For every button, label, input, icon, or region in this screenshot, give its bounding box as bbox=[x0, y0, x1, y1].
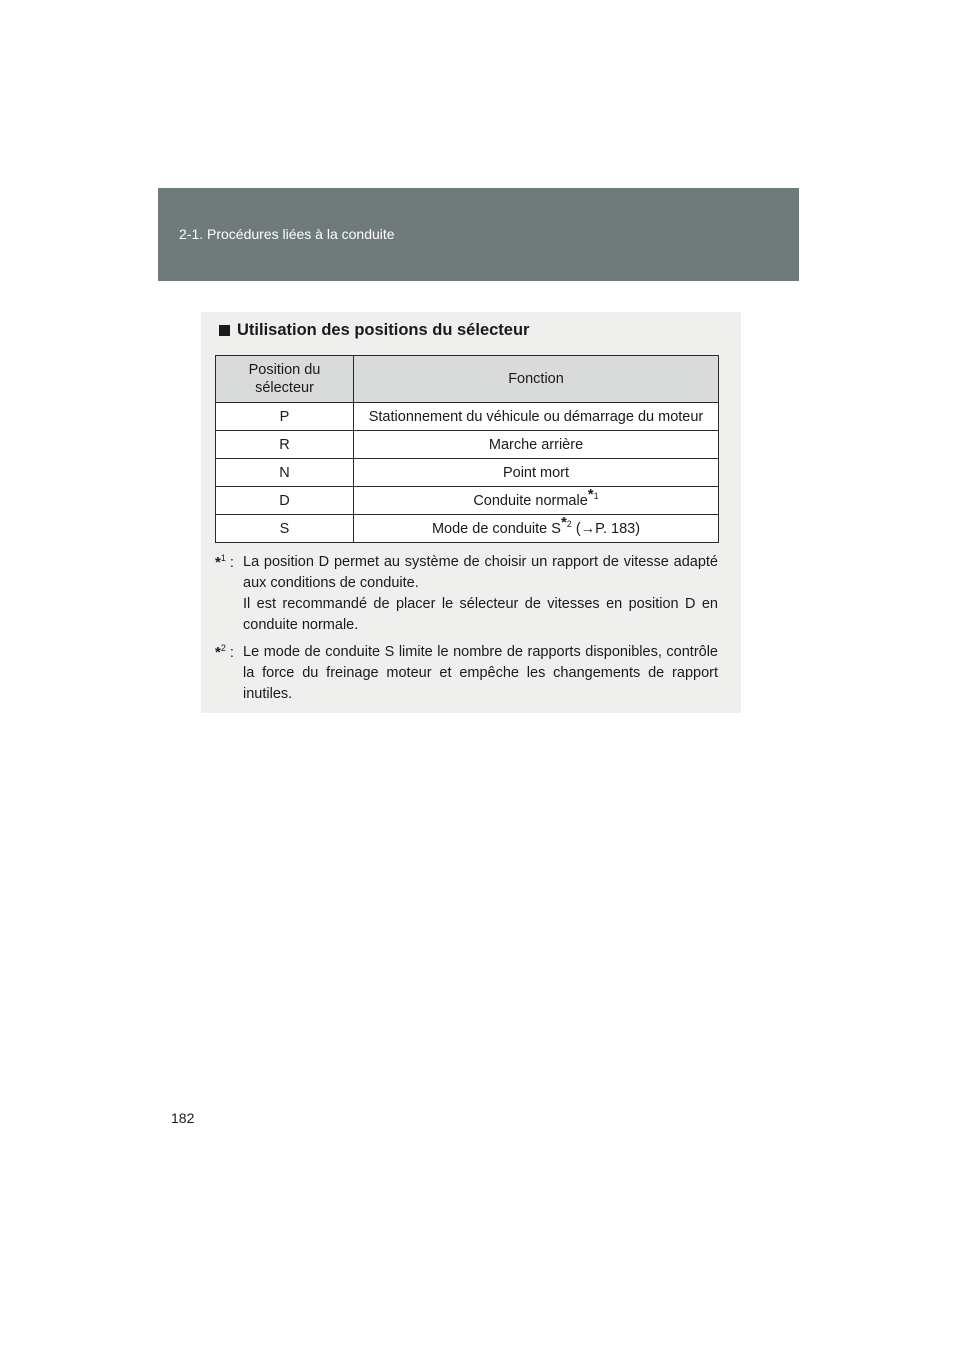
column-header-position-text: Position du sélecteur bbox=[248, 362, 321, 396]
function-text: Conduite normale bbox=[473, 492, 588, 509]
section-header bbox=[158, 188, 799, 281]
table-row bbox=[216, 515, 719, 543]
panel-heading bbox=[219, 321, 529, 340]
footnote-ref-number: 1 bbox=[593, 490, 599, 501]
footnote-body bbox=[243, 552, 718, 636]
filled-square-icon bbox=[219, 325, 230, 336]
table-row bbox=[216, 459, 719, 487]
footnote-ref bbox=[560, 513, 572, 531]
asterisk-icon: * bbox=[560, 513, 567, 531]
function-cell: Stationnement du véhicule ou démarrage du moteur bbox=[354, 403, 719, 431]
asterisk-icon: * bbox=[215, 554, 221, 571]
page-number: 182 bbox=[171, 1110, 195, 1126]
footnote-number: 2 bbox=[220, 643, 226, 654]
table-row bbox=[216, 403, 719, 431]
function-text: Mode de conduite S bbox=[431, 520, 561, 537]
position-cell: N bbox=[216, 459, 354, 487]
footnote-ref bbox=[587, 485, 599, 503]
info-panel bbox=[201, 312, 741, 713]
table-row bbox=[216, 487, 719, 515]
page-reference: (→P. 183) bbox=[575, 520, 641, 537]
column-header-function: Fonction bbox=[354, 356, 719, 403]
function-cell: Point mort bbox=[354, 459, 719, 487]
footnote bbox=[215, 552, 718, 636]
function-cell bbox=[354, 515, 719, 543]
shift-position-table bbox=[215, 355, 719, 543]
position-cell: R bbox=[216, 431, 354, 459]
footnote-ref-number: 2 bbox=[566, 518, 572, 529]
section-title: 2-1. Procédures liées à la conduite bbox=[179, 226, 395, 242]
table-header-row bbox=[216, 356, 719, 403]
asterisk-icon: * bbox=[587, 485, 594, 503]
footnote-number: 1 bbox=[220, 553, 226, 564]
footnote-marker: *$^2$ : bbox=[215, 643, 234, 661]
function-cell: Marche arrière bbox=[354, 431, 719, 459]
asterisk-icon: * bbox=[215, 644, 221, 661]
footnotes bbox=[215, 552, 718, 711]
footnote-paragraph: Le mode de conduite S limite le nombre de rapports disponibles, contrôle la force du freinage moteur et empêche les changements de rapport inutiles. bbox=[243, 644, 718, 702]
position-cell: D bbox=[216, 487, 354, 515]
table-row bbox=[216, 431, 719, 459]
panel-heading-text: Utilisation des positions du sélecteur bbox=[237, 321, 530, 339]
footnote-paragraph: Il est recommandé de placer le sélecteur de vitesses en position D en conduite normale. bbox=[243, 596, 718, 633]
footnote-paragraph: La position D permet au système de choisir un rapport de vitesse adapté aux conditions de conduite. bbox=[243, 554, 718, 591]
footnote-body bbox=[243, 642, 718, 705]
position-cell: S bbox=[216, 515, 354, 543]
function-cell bbox=[354, 487, 719, 515]
footnote-marker: *$^1$ : bbox=[215, 553, 234, 571]
position-cell: P bbox=[216, 403, 354, 431]
footnote bbox=[215, 642, 718, 705]
column-header-position bbox=[216, 356, 354, 403]
